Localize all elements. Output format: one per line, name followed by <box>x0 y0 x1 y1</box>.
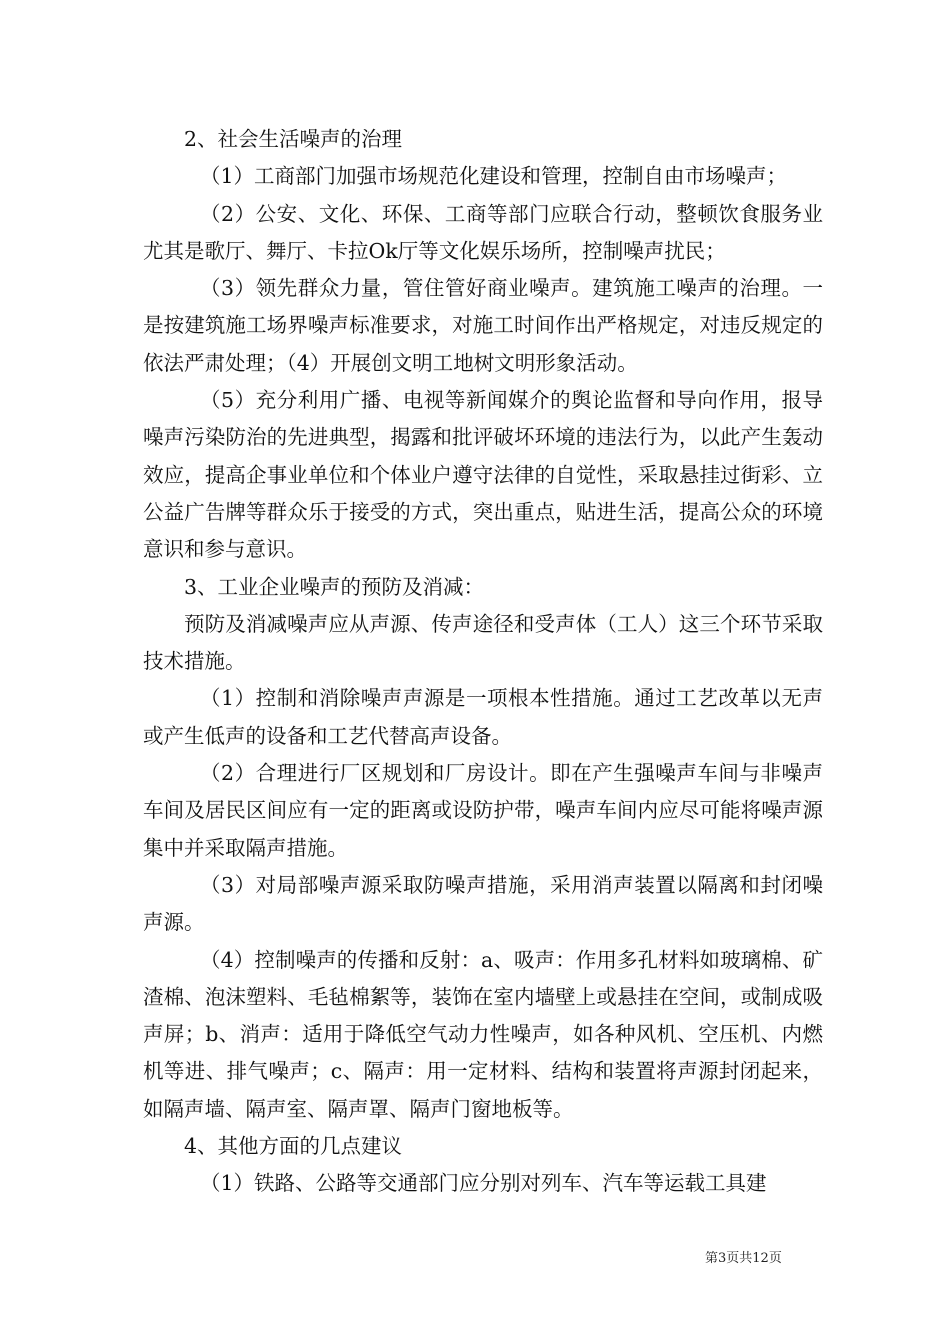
paragraph-4-1: （1）铁路、公路等交通部门应分别对列车、汽车等运载工具建 <box>200 1171 767 1196</box>
section-heading-4: 4、其他方面的几点建议 <box>184 1134 403 1159</box>
section-heading-2: 2、社会生活噪声的治理 <box>184 127 403 151</box>
paragraph-3-intro: 预防及消减噪声应从声源、传声途径和受声体（工人）这三个环节采取技术措施。 <box>143 611 823 674</box>
paragraph-3-4: （4）控制噪声的传播和反射：a、吸声：作用多孔材料如玻璃棉、矿渣棉、泡沫塑料、毛毡棉絮等，装饰在室内墙壁上或悬挂在空间，或制成吸声屏；b、消声：适用于降低空气动力性噪声，如各种风机、空压机、内燃机等进、排气噪声；c、隔声：用一定材料、结构和装置将声源封闭起来，如隔声墙、隔声室、隔声罩、隔声门窗地板等。 <box>143 947 823 1121</box>
section-heading-3: 3、工业企业噪声的预防及消减： <box>184 574 485 599</box>
document-body <box>143 121 823 1203</box>
paragraph-3-1: （1）控制和消除噪声声源是一项根本性措施。通过工艺改革以无声或产生低声的设备和工艺代替高声设备。 <box>143 686 823 748</box>
paragraph-3-3: （3）对局部噪声源采取防噪声措施，采用消声装置以隔离和封闭噪声源。 <box>143 872 823 935</box>
paragraph-2-2: （2）公安、文化、环保、工商等部门应联合行动，整顿饮食服务业尤其是歌厅、舞厅、卡拉Ok厅等文化娱乐场所，控制噪声扰民； <box>143 201 823 263</box>
paragraph-2-1: （1）工商部门加强市场规范化建设和管理，控制自由市场噪声； <box>200 164 788 189</box>
paragraph-2-3: （3）领先群众力量，管住管好商业噪声。建筑施工噪声的治理。一是按建筑施工场界噪声标准要求，对施工时间作出严格规定，对违反规定的依法严肃处理；（4）开展创文明工地树文明形象活动。 <box>143 276 823 375</box>
paragraph-3-2: （2）合理进行厂区规划和厂房设计。即在产生强噪声车间与非噪声车间及居民区间应有一定的距离或设防护带，噪声车间内应尽可能将噪声源集中并采取隔声措施。 <box>143 761 823 860</box>
page-number: 第3页共12页 <box>705 1251 782 1266</box>
paragraph-2-5: （5）充分利用广播、电视等新闻媒介的舆论监督和导向作用，报导噪声污染防治的先进典型，揭露和批评破坏环境的违法行为，以此产生轰动效应，提高企事业单位和个体业户遵守法律的自觉性，采取悬挂过街彩、立公益广告牌等群众乐于接受的方式，突出重点，贴进生活，提高公众的环境意识和参与意识。 <box>143 388 823 562</box>
